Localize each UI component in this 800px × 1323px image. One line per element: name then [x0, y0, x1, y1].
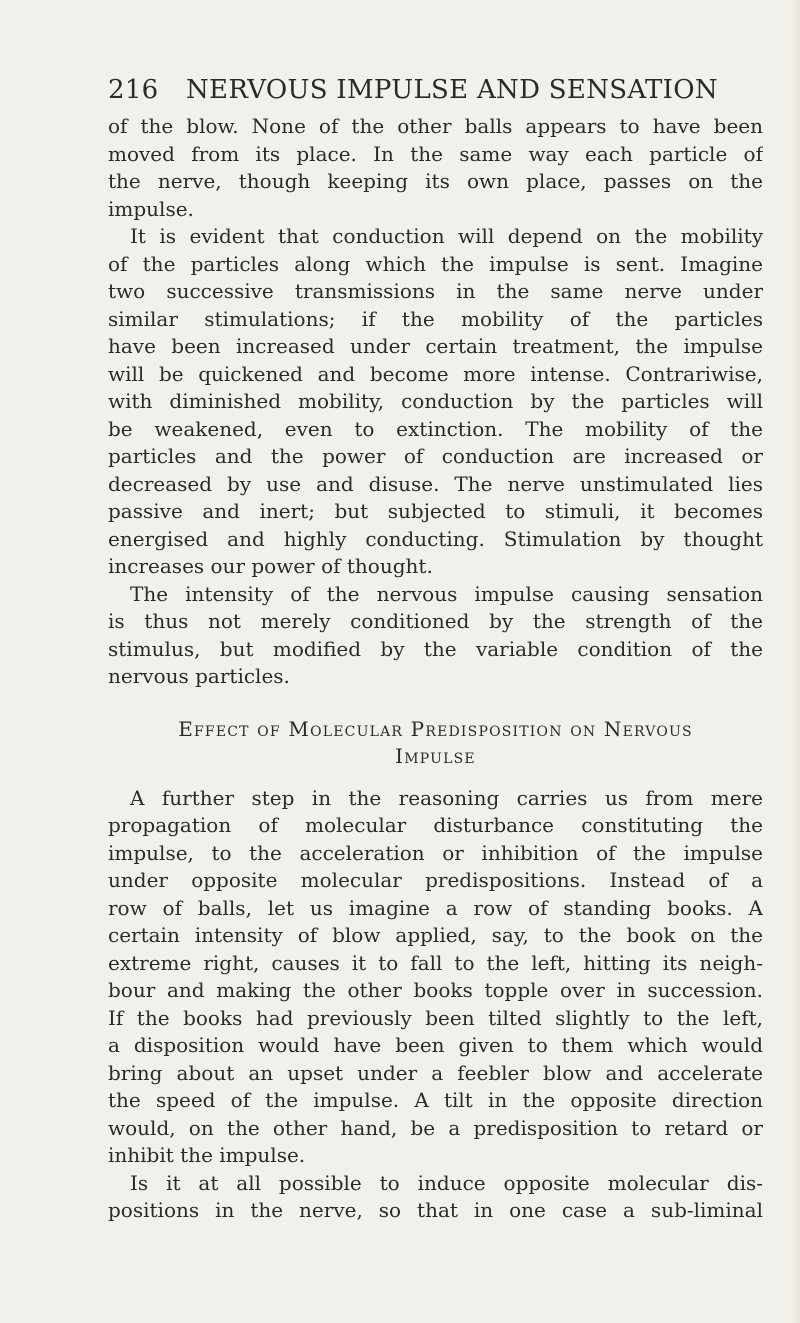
- text-line: row of balls, let us imagine a row of standing books. A: [108, 895, 763, 920]
- text-line: bring about an upset under a feebler blow and accelerate: [108, 1060, 763, 1085]
- text-line: energised and highly conducting. Stimulation by thought: [108, 526, 763, 551]
- text-line: certain intensity of blow applied, say, to the book on the: [108, 923, 763, 947]
- text-line: would, on the other hand, be a predisposition to retard or: [108, 1115, 763, 1140]
- running-head: [108, 70, 763, 110]
- text-line: nervous particles.: [108, 664, 290, 688]
- text-line: two successive transmissions in the same nerve under: [108, 279, 763, 303]
- text-line: bour and making the other books topple over in succession.: [108, 978, 763, 1002]
- paragraph: [108, 581, 763, 691]
- text-line: A further step in the reasoning carries us from mere: [130, 785, 763, 810]
- text-line: stimulus, but modified by the variable condition of the: [108, 636, 763, 661]
- text-line: decreased by use and disuse. The nerve unstimulated lies: [108, 471, 763, 496]
- text-line: is thus not merely conditioned by the strength of the: [108, 609, 763, 633]
- text-line: similar stimulations; if the mobility of the particles: [108, 306, 763, 331]
- text-line: of the blow. None of the other balls appears to have been: [108, 114, 763, 138]
- paragraph: [108, 113, 763, 223]
- section-heading-line: Effect of Molecular Predisposition on Nervous: [178, 716, 693, 741]
- text-line: a disposition would have been given to them which would: [108, 1033, 763, 1057]
- paragraph: [108, 223, 763, 581]
- text-line: inhibit the impulse.: [108, 1143, 306, 1167]
- paragraph: [108, 785, 763, 1170]
- section-heading: [108, 716, 763, 771]
- text-line: will be quickened and become more intense. Contrariwise,: [108, 361, 763, 386]
- text-line: moved from its place. In the same way each particle of: [108, 141, 763, 166]
- page-edge-shadow: [790, 0, 800, 1323]
- section-heading-line: Impulse: [395, 744, 476, 768]
- text-line: under opposite molecular predispositions. Instead of a: [108, 868, 763, 892]
- text-line: impulse, to the acceleration or inhibition of the impulse: [108, 840, 763, 865]
- text-line: propagation of molecular disturbance constituting the: [108, 813, 763, 837]
- text-line: with diminished mobility, conduction by the particles will: [108, 389, 763, 413]
- text-line: impulse.: [108, 196, 194, 221]
- running-title: NERVOUS IMPULSE AND SENSATION: [186, 75, 718, 105]
- text-line: The intensity of the nervous impulse causing sensation: [130, 581, 763, 606]
- text-line: passive and inert; but subjected to stimuli, it becomes: [108, 499, 763, 523]
- text-line: the speed of the impulse. A tilt in the opposite direction: [108, 1088, 763, 1112]
- text-line: If the books had previously been tilted slightly to the left,: [108, 1005, 763, 1030]
- text-line: extreme right, causes it to fall to the left, hitting its neigh-: [108, 950, 763, 975]
- text-line: increases our power of thought.: [108, 554, 433, 578]
- text-line: be weakened, even to extinction. The mobility of the: [108, 416, 763, 441]
- text-line: have been increased under certain treatment, the impulse: [108, 334, 763, 358]
- paragraph: [108, 1170, 763, 1225]
- text-line: particles and the power of conduction are increased or: [108, 444, 763, 468]
- text-line: of the particles along which the impulse is sent. Imagine: [108, 251, 763, 276]
- text-line: positions in the nerve, so that in one case a sub-liminal: [108, 1198, 763, 1222]
- text-line: the nerve, though keeping its own place, passes on the: [108, 169, 763, 193]
- text-line: Is it at all possible to induce opposite molecular dis-: [130, 1170, 763, 1195]
- page-number: 216: [108, 75, 159, 105]
- body-text: [108, 113, 763, 1225]
- text-line: It is evident that conduction will depend on the mobility: [130, 224, 763, 248]
